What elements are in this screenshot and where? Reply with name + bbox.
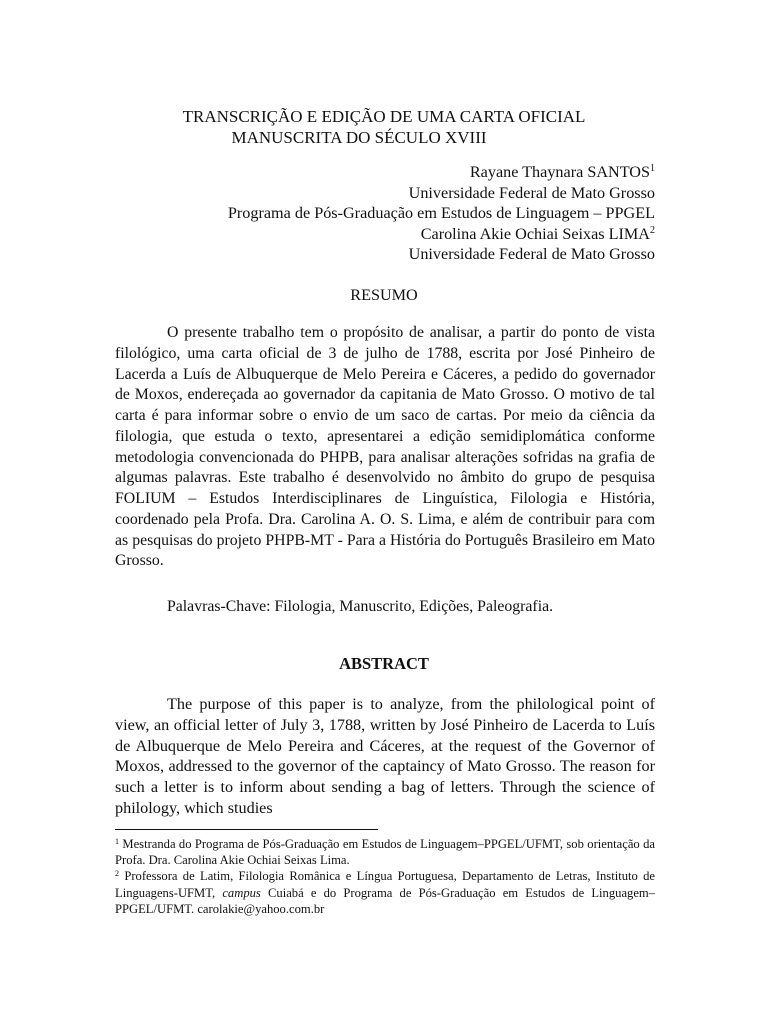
author-1-name: Rayane Thaynara SANTOS — [469, 163, 650, 181]
footnote-2-mark: 2 — [115, 869, 119, 879]
footnotes — [115, 836, 655, 917]
resumo-paragraph: O presente trabalho tem o propósito de analisar, a partir do ponto de vista filológico, uma carta oficial de 3 de julho de 1788, escrita por José Pinheiro de Lacerda a Luís de Albuquerque de Melo Pereira e Cáceres, a pedido do governador de Moxos, endereçada ao governador da capitania de Mato Grosso. O motivo de tal carta é para informar sobre o envio de um saco de cartas. Por meio da ciência da filologia, que estuda o texto, apresentarei a edição semidiplomática conforme metodologia convencionada do PHPB, para analisar alterações sofridas na grafia de algumas palavras. Este trabalho é desenvolvido no âmbito do grupo de pesquisa FOLIUM – Estudos Interdisciplinares de Linguística, Filologia e História, coordenado pela Profa. Dra. Carolina A. O. S. Lima, e além de contribuir para com as pesquisas do projeto PHPB-MT - Para a História do Português Brasileiro em Mato Grosso. — [115, 324, 655, 570]
footnote-2-text-b: Cuiabá e do Programa de Pós-Graduação em Estudos de Linguagem–PPGEL/UFMT. carolakie@yahoo.com.br — [115, 885, 656, 916]
paper-title — [0, 106, 768, 148]
author-1-program: Programa de Pós-Graduação em Estudos de Linguagem – PPGEL — [227, 204, 655, 223]
footnote-ref-1[interactable]: 1 — [650, 163, 655, 174]
footnote-1 — [115, 836, 655, 868]
footnote-1-mark: 1 — [115, 837, 119, 846]
footnote-ref-2[interactable]: 2 — [650, 224, 655, 236]
footnote-2-campus: campus — [222, 885, 261, 900]
title-line-1: TRANSCRIÇÃO E EDIÇÃO DE UMA CARTA OFICIAL — [182, 107, 586, 126]
abstract-paragraph: The purpose of this paper is to analyze, from the philological point of view, an official letter of July 3, 1788, written by José Pinheiro de Lacerda to Luís de Albuquerque de Melo Pereira and Cáceres, at the request of the Governor of Moxos, addressed to the governor of the captaincy of Mato Grosso. The reason for such a letter is to inform about sending a bag of letters. Through the science of philology, which studies — [115, 695, 655, 817]
footnote-1-text: Mestranda do Programa de Pós-Graduação em Estudos de Linguagem–PPGEL/UFMT, sob orientação da Profa. Dra. Carolina Akie Ochiai Seixas Lima. — [115, 837, 655, 868]
keywords: Palavras-Chave: Filologia, Manuscrito, Edições, Paleografia. — [167, 598, 554, 615]
resumo-section — [115, 323, 655, 572]
footnote-2-text-a: Professora de Latim, Filologia Românica e Língua Portuguesa, Departamento de Letras, Instituto de Linguagens-UFMT, — [115, 869, 655, 900]
abstract-section — [115, 694, 655, 819]
author-block — [228, 162, 655, 265]
author-2-name: Carolina Akie Ochiai Seixas LIMA — [420, 224, 650, 243]
footnote-2 — [115, 868, 655, 917]
author-1 — [228, 162, 655, 183]
abstract-heading: ABSTRACT — [339, 654, 429, 673]
author-1-affiliation: Universidade Federal de Mato Grosso — [408, 183, 655, 202]
author-2 — [228, 224, 655, 245]
author-2-affiliation: Universidade Federal de Mato Grosso — [408, 245, 655, 264]
title-line-2: MANUSCRITA DO SÉCULO XVIII — [231, 128, 487, 147]
footnote-divider — [115, 829, 378, 830]
resumo-heading: RESUMO — [350, 286, 418, 304]
